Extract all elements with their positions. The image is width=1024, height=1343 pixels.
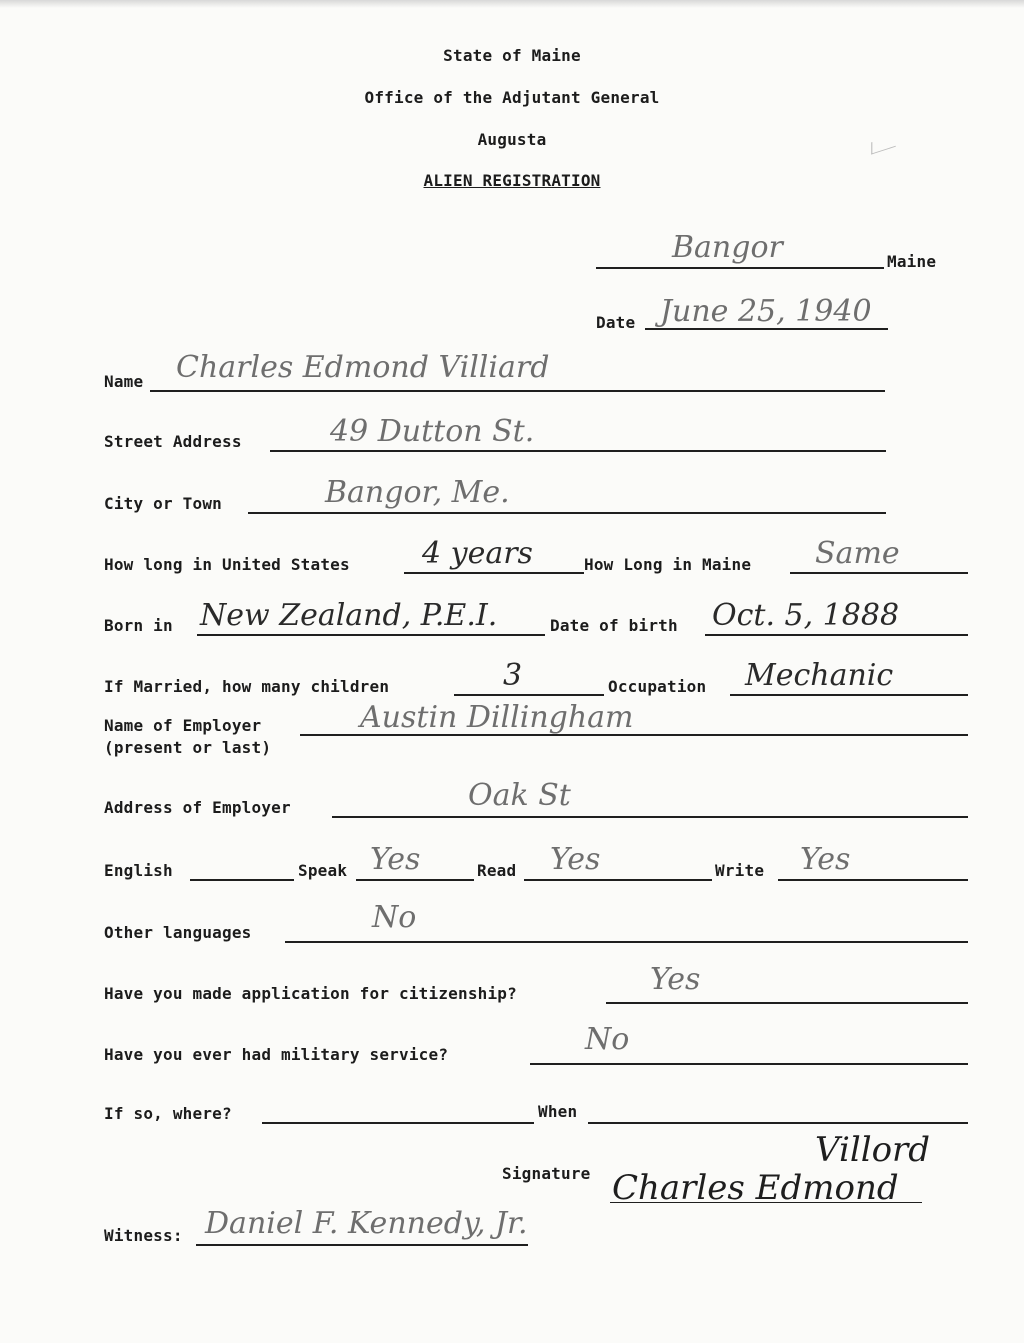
occupation-line xyxy=(730,694,968,696)
other-languages-value: No xyxy=(372,900,417,935)
how-long-maine-line xyxy=(790,572,968,574)
employer-address-value: Oak St xyxy=(468,778,571,813)
occupation-value: Mechanic xyxy=(745,658,894,693)
signature-label: Signature xyxy=(502,1164,591,1183)
employer-note: (present or last) xyxy=(104,738,272,757)
citizenship-line xyxy=(606,1002,968,1004)
signature-given-names: Charles Edmond xyxy=(612,1168,899,1208)
write-value: Yes xyxy=(800,842,851,877)
name-line xyxy=(150,390,885,392)
how-long-us-label: How long in United States xyxy=(104,555,350,574)
if-so-where-line xyxy=(262,1122,534,1124)
read-line xyxy=(524,879,712,881)
military-label: Have you ever had military service? xyxy=(104,1045,449,1064)
how-long-maine-value: Same xyxy=(815,536,900,571)
witness-label: Witness: xyxy=(104,1226,183,1245)
born-in-line xyxy=(197,634,545,636)
form-title: ALIEN REGISTRATION xyxy=(423,171,601,190)
header-city: Augusta xyxy=(477,130,547,149)
city-town-line xyxy=(248,512,886,514)
read-label: Read xyxy=(477,861,517,880)
employer-name-value: Austin Dillingham xyxy=(360,700,634,735)
name-value: Charles Edmond Villiard xyxy=(176,350,550,385)
signature-surname: Villord xyxy=(815,1130,931,1170)
maine-label: Maine xyxy=(887,252,937,271)
other-languages-label: Other languages xyxy=(104,923,252,942)
when-label: When xyxy=(538,1102,578,1121)
witness-value: Daniel F. Kennedy, Jr. xyxy=(205,1206,528,1241)
how-long-us-line xyxy=(404,572,584,574)
born-in-value: New Zealand, P.E.I. xyxy=(200,598,498,633)
speak-value: Yes xyxy=(370,842,421,877)
employer-name-label: Name of Employer xyxy=(104,716,262,735)
employer-address-label: Address of Employer xyxy=(104,798,291,817)
born-in-label: Born in xyxy=(104,616,173,635)
scan-edge xyxy=(0,0,1024,8)
how-long-maine-label: How Long in Maine xyxy=(584,555,752,574)
military-line xyxy=(530,1063,968,1065)
when-line xyxy=(588,1122,968,1124)
speak-label: Speak xyxy=(298,861,348,880)
date-label: Date xyxy=(596,313,636,332)
military-value: No xyxy=(585,1022,630,1057)
occupation-label: Occupation xyxy=(608,677,707,696)
how-long-us-value: 4 years xyxy=(422,536,533,571)
children-line xyxy=(454,694,604,696)
employer-address-line xyxy=(332,816,968,818)
name-label: Name xyxy=(104,372,144,391)
english-line xyxy=(190,879,294,881)
other-languages-line xyxy=(285,941,968,943)
city-town-label: City or Town xyxy=(104,494,222,513)
children-value: 3 xyxy=(503,658,523,693)
if-so-where-label: If so, where? xyxy=(104,1104,232,1123)
city-town-value: Bangor, Me. xyxy=(325,475,510,510)
date-of-birth-value: Oct. 5, 1888 xyxy=(712,598,900,633)
street-address-value: 49 Dutton St. xyxy=(330,414,535,449)
write-line xyxy=(778,879,968,881)
city-header-line xyxy=(596,267,884,269)
witness-line xyxy=(196,1244,528,1246)
header-office: Office of the Adjutant General xyxy=(364,88,660,107)
street-address-line xyxy=(270,450,886,452)
children-label: If Married, how many children xyxy=(104,677,390,696)
citizenship-label: Have you made application for citizenship? xyxy=(104,984,517,1003)
read-value: Yes xyxy=(550,842,601,877)
english-label: English xyxy=(104,861,173,880)
date-value: June 25, 1940 xyxy=(660,294,872,329)
date-of-birth-label: Date of birth xyxy=(550,616,678,635)
city-header-value: Bangor xyxy=(672,230,783,265)
write-label: Write xyxy=(715,861,765,880)
citizenship-value: Yes xyxy=(650,962,701,997)
speak-line xyxy=(356,879,474,881)
street-address-label: Street Address xyxy=(104,432,242,451)
signature-underline xyxy=(610,1202,922,1203)
header-state: State of Maine xyxy=(443,46,581,65)
date-of-birth-line xyxy=(705,634,968,636)
